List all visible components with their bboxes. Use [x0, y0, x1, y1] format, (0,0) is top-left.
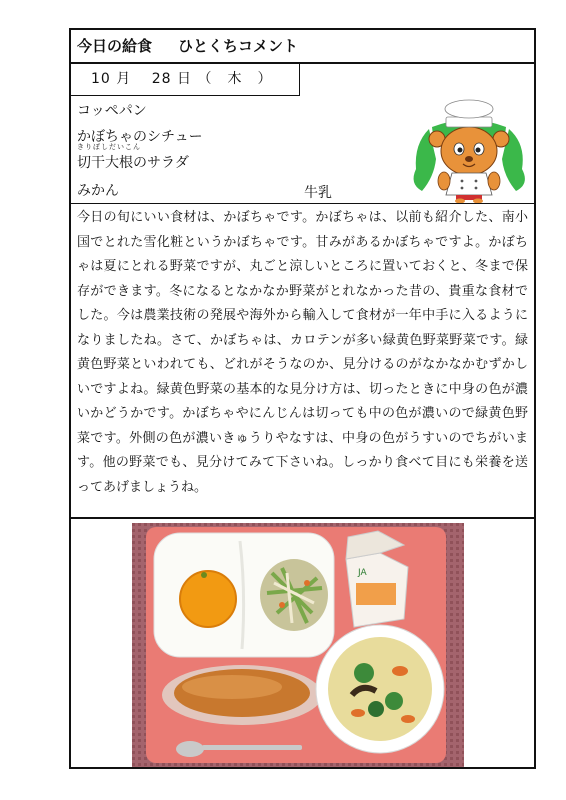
title-left: 今日の給食 — [77, 37, 153, 55]
date-day-unit: 日 — [177, 71, 193, 87]
date-month: 10 — [91, 71, 111, 87]
date-weekday: （ 木 ） — [197, 71, 273, 87]
title-row — [71, 30, 534, 64]
menu-item-milk: 牛乳 — [304, 185, 332, 201]
menu-item-salad-label: 切干大根のサラダ — [77, 155, 189, 171]
date-day: 28 — [151, 71, 172, 87]
title-right: ひとくちコメント — [178, 37, 299, 55]
date-row — [71, 64, 300, 96]
lunch-comment-sheet — [69, 28, 536, 769]
menu-item-stew: かぼちゃのシチュー — [77, 129, 203, 145]
menu-item-mikan: みかん — [77, 183, 119, 199]
lunch-photo — [132, 523, 464, 767]
menu-item-salad — [77, 144, 189, 172]
menu-ruby: きりぼしだいこん — [77, 143, 141, 151]
comment-text: 今日の旬にいい食材は、かぼちゃです。かぼちゃは、以前も紹介した、南小国でとれた雪化粧というかぼちゃです。甘みがあるかぼちゃですよ。かぼちゃは夏にとれる野菜ですが、丸ごと涼しいところに置いておくと、冬まで保存ができます。冬になるとなかなか野菜がとれなかった昔の、貴重な食材でした。今は農業技術の発展や海外から輸入して食材が一年中手に入るようになりましたね。さて、かぼちゃは、カロテンが多い緑黄色野菜野菜です。緑黄色野菜といわれても、どれがそうなのか、見分けるのがなかなかむずかしいですよね。緑黄色野菜の基本的な見分け方は、切ったときに中身の色が濃いかどうかです。かぼちゃやにんじんは切っても中の色が濃いので緑黄色野菜です。外側の色が濃いきゅうりやなすは、中身の色がうすいのでちがいます。他の野菜でも、見分けてみて下さいね。しっかり食べて目にも栄養を送ってあげましょうね。 — [71, 204, 534, 519]
menu-item-bread: コッペパン — [77, 103, 147, 119]
menu-area — [71, 96, 534, 204]
date-month-unit: 月 — [116, 71, 132, 87]
chef-mascot-illustration — [404, 99, 534, 203]
milk-brand: JA — [358, 568, 367, 578]
